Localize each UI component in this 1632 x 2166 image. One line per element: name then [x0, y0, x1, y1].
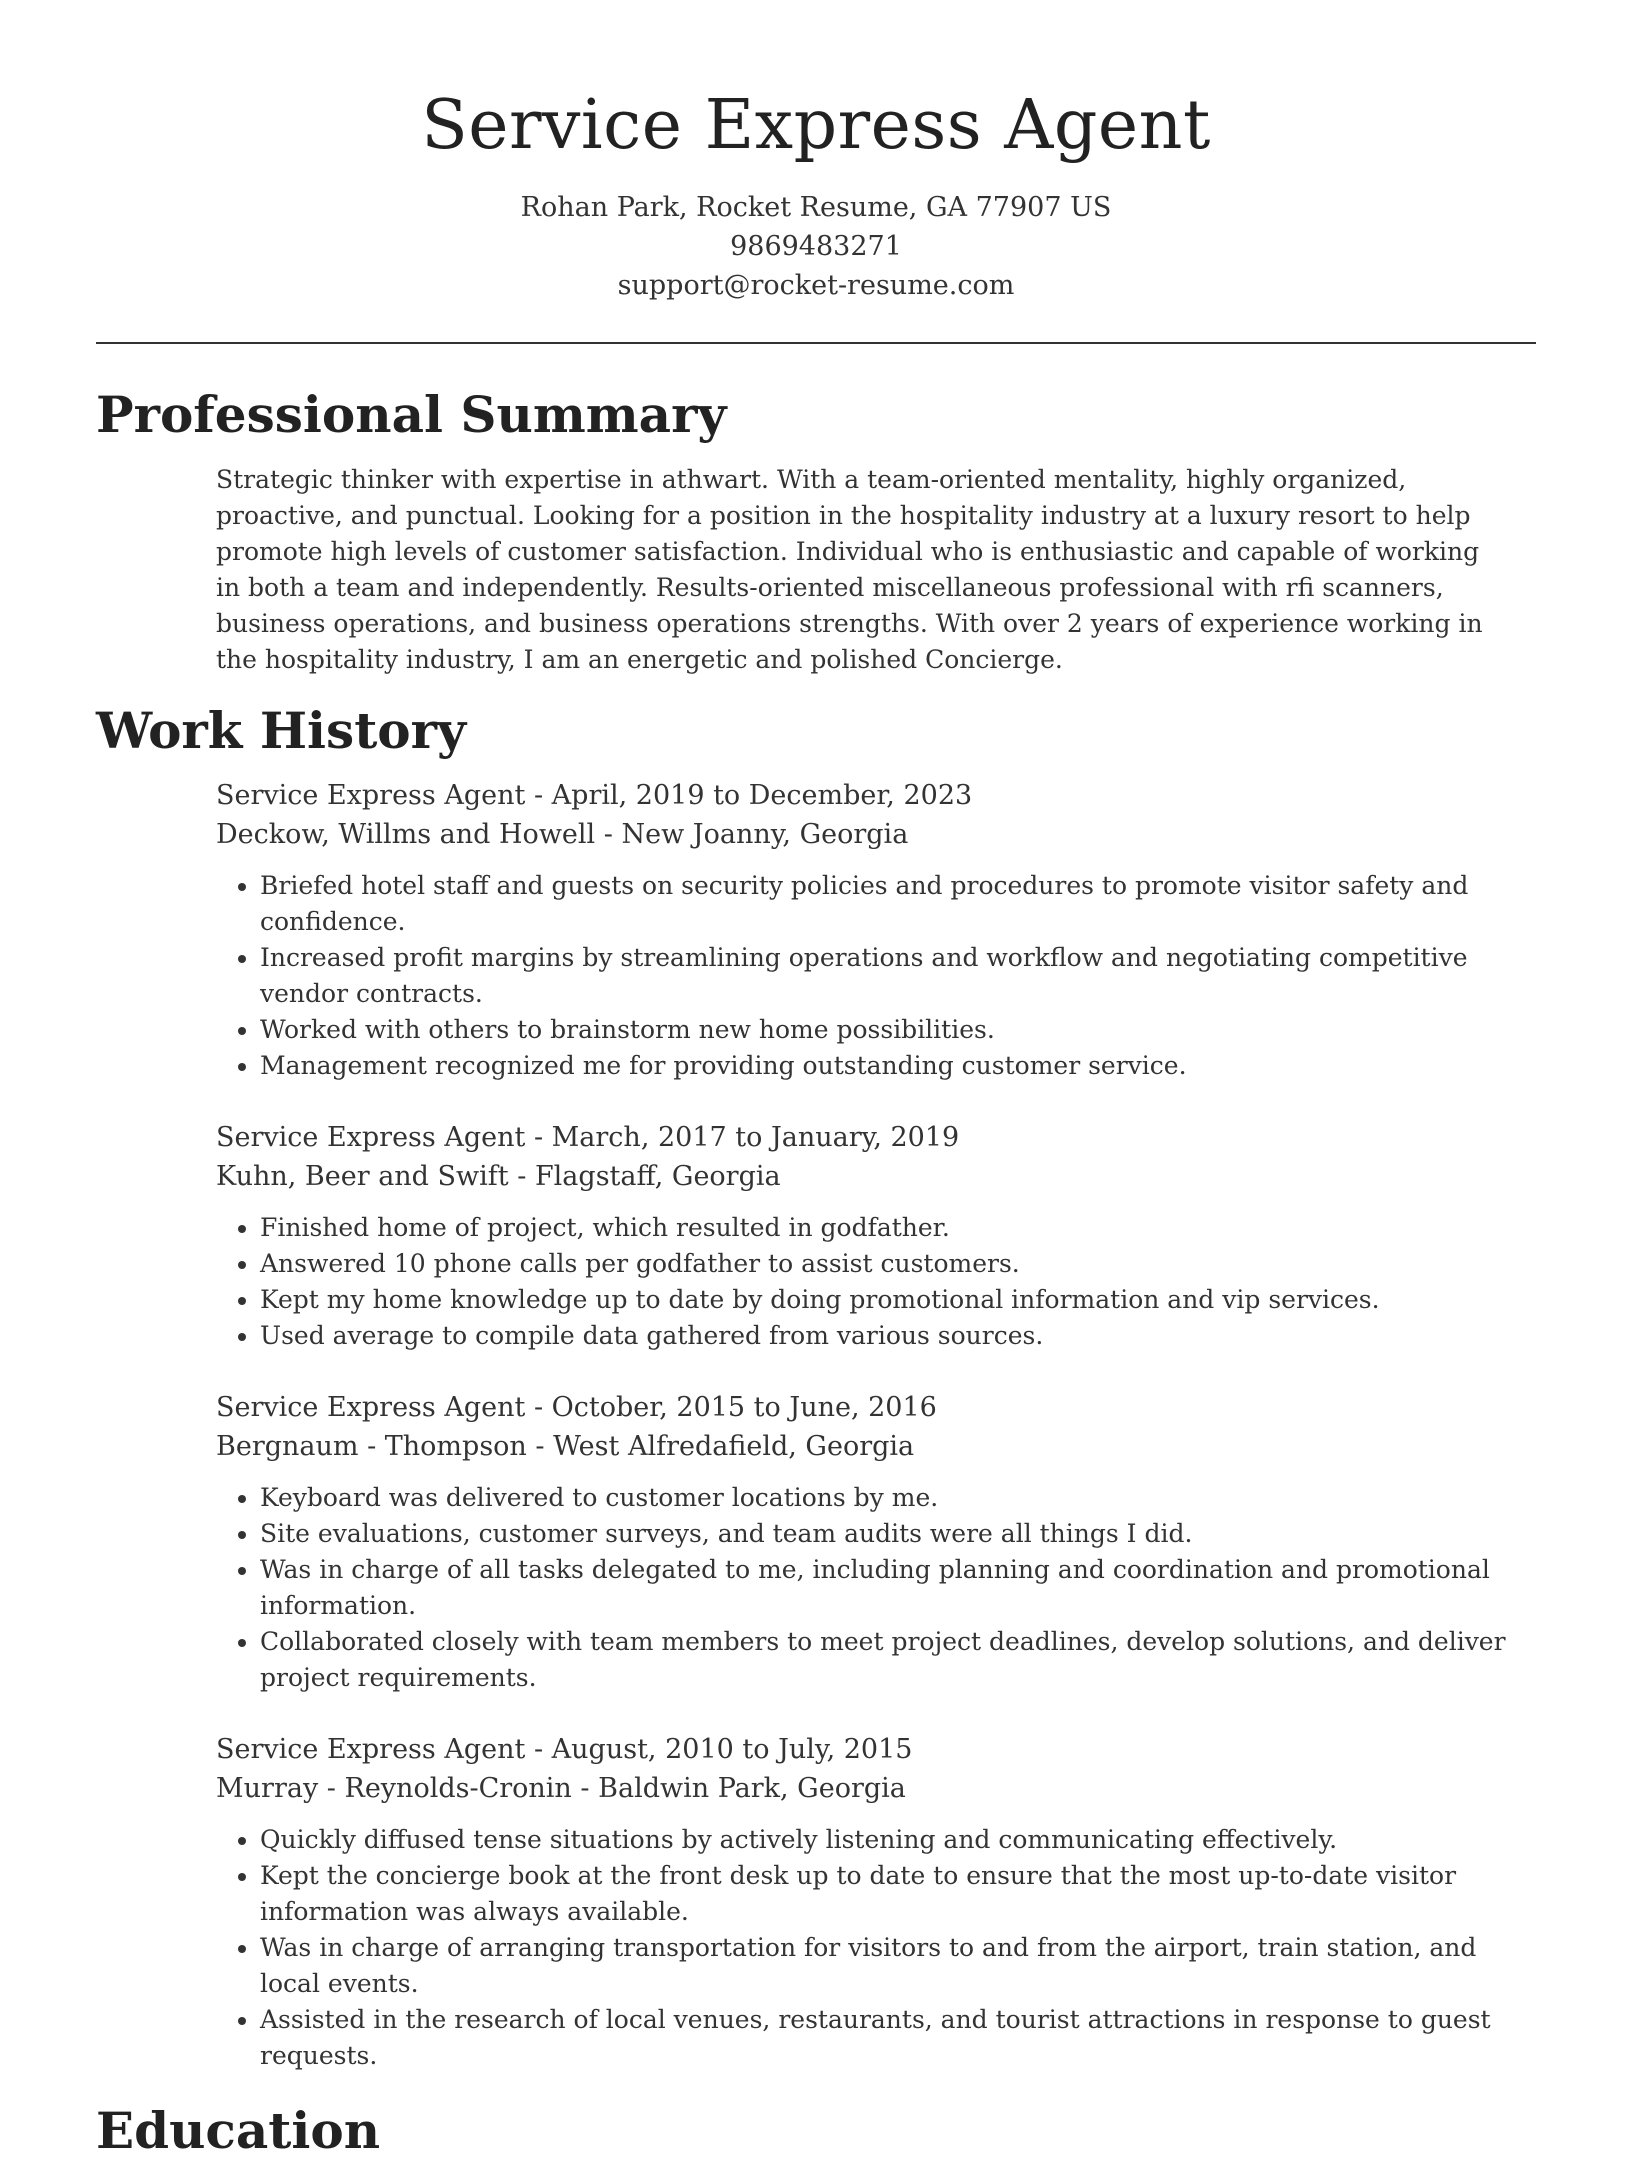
job-title: Service Express Agent: [216, 780, 526, 811]
job-bullet: • Collaborated closely with team members to meet project deadlines, develop solutions, and deliver project requirements.: [260, 1624, 1516, 1696]
job-dates: March, 2017 to January, 2019: [551, 1122, 960, 1153]
contact-address: Rohan Park, Rocket Resume, GA 77907 US: [520, 192, 1112, 223]
job-bullets: [216, 1480, 1516, 1696]
job-entry: [216, 1730, 1516, 2074]
job-location: Flagstaff, Georgia: [534, 1161, 781, 1192]
job-bullet: • Quickly diffused tense situations by actively listening and communicating effectively.: [260, 1822, 1516, 1858]
education-heading: Education: [96, 2101, 381, 2160]
summary-heading: Professional Summary: [96, 385, 727, 444]
job-location: New Joanny, Georgia: [621, 819, 909, 850]
job-title: Service Express Agent: [216, 1392, 526, 1423]
job-company-line: Deckow, Willms and Howell - New Joanny, Georgia: [216, 819, 909, 850]
job-entry: [216, 1118, 1516, 1354]
job-dates: August, 2010 to July, 2015: [551, 1734, 913, 1765]
job-bullet: • Keyboard was delivered to customer locations by me.: [260, 1480, 1516, 1516]
summary-text: Strategic thinker with expertise in athwart. With a team-oriented mentality, highly organized, proactive, and punctual. Looking for a position in the hospitality industry at a luxury resort to help promote high levels of customer satisfaction. Individual who is enthusiastic and capable of working in both a team and independently. Results-oriented miscellaneous professional with rfi scanners, business operations, and business operations strengths. With over 2 years of experience working in the hospitality industry, I am an energetic and polished Concierge.: [216, 465, 1483, 674]
job-location: West Alfredafield, Georgia: [553, 1431, 915, 1462]
job-title-line: Service Express Agent - August, 2010 to July, 2015: [216, 1734, 913, 1765]
job-bullet: • Kept my home knowledge up to date by doing promotional information and vip services.: [260, 1282, 1516, 1318]
job-dates: October, 2015 to June, 2016: [551, 1392, 937, 1423]
contact-phone: 9869483271: [730, 231, 902, 262]
job-company-line: Bergnaum - Thompson - West Alfredafield, Georgia: [216, 1431, 915, 1462]
job-bullets: [216, 1210, 1516, 1354]
contact-email: support@rocket-resume.com: [617, 270, 1015, 301]
work-history-heading: Work History: [96, 701, 467, 760]
job-company-line: Kuhn, Beer and Swift - Flagstaff, Georgia: [216, 1161, 781, 1192]
job-company: Bergnaum - Thompson: [216, 1431, 527, 1462]
job-bullet: • Kept the concierge book at the front desk up to date to ensure that the most up-to-date visitor information was always available.: [260, 1858, 1516, 1930]
job-bullet: • Was in charge of arranging transportation for visitors to and from the airport, train station, and local events.: [260, 1930, 1516, 2002]
job-company: Deckow, Willms and Howell: [216, 819, 596, 850]
job-company-line: Murray - Reynolds-Cronin - Baldwin Park, Georgia: [216, 1773, 906, 1804]
job-bullet: • Assisted in the research of local venues, restaurants, and tourist attractions in response to guest requests.: [260, 2002, 1516, 2074]
job-bullet: • Was in charge of all tasks delegated to me, including planning and coordination and promotional information.: [260, 1552, 1516, 1624]
job-entry: [216, 1388, 1516, 1696]
job-company: Kuhn, Beer and Swift: [216, 1161, 509, 1192]
job-title: Service Express Agent: [216, 1122, 526, 1153]
job-title-line: Service Express Agent - March, 2017 to January, 2019: [216, 1122, 960, 1153]
resume-content: [96, 380, 1536, 2166]
job-entry: [216, 776, 1516, 1084]
header-divider: [96, 342, 1536, 344]
job-location: Baldwin Park, Georgia: [598, 1773, 906, 1804]
job-bullet: • Management recognized me for providing outstanding customer service.: [260, 1048, 1516, 1084]
job-bullet: • Worked with others to brainstorm new home possibilities.: [260, 1012, 1516, 1048]
job-bullet: • Finished home of project, which resulted in godfather.: [260, 1210, 1516, 1246]
job-title-line: Service Express Agent - October, 2015 to June, 2016: [216, 1392, 937, 1423]
job-title: Service Express Agent: [216, 1734, 526, 1765]
job-bullet: • Increased profit margins by streamlining operations and workflow and negotiating competitive vendor contracts.: [260, 940, 1516, 1012]
resume-header: [0, 78, 1632, 305]
contact-info: [0, 188, 1632, 305]
job-bullet: • Answered 10 phone calls per godfather to assist customers.: [260, 1246, 1516, 1282]
job-bullet: • Briefed hotel staff and guests on security policies and procedures to promote visitor safety and confidence.: [260, 868, 1516, 940]
job-bullet: • Used average to compile data gathered from various sources.: [260, 1318, 1516, 1354]
job-company: Murray - Reynolds-Cronin: [216, 1773, 572, 1804]
job-bullet: • Site evaluations, customer surveys, and team audits were all things I did.: [260, 1516, 1516, 1552]
job-dates: April, 2019 to December, 2023: [551, 780, 973, 811]
candidate-name: Service Express Agent: [421, 86, 1211, 165]
job-title-line: Service Express Agent - April, 2019 to December, 2023: [216, 780, 973, 811]
job-bullets: [216, 1822, 1516, 2074]
job-bullets: [216, 868, 1516, 1084]
